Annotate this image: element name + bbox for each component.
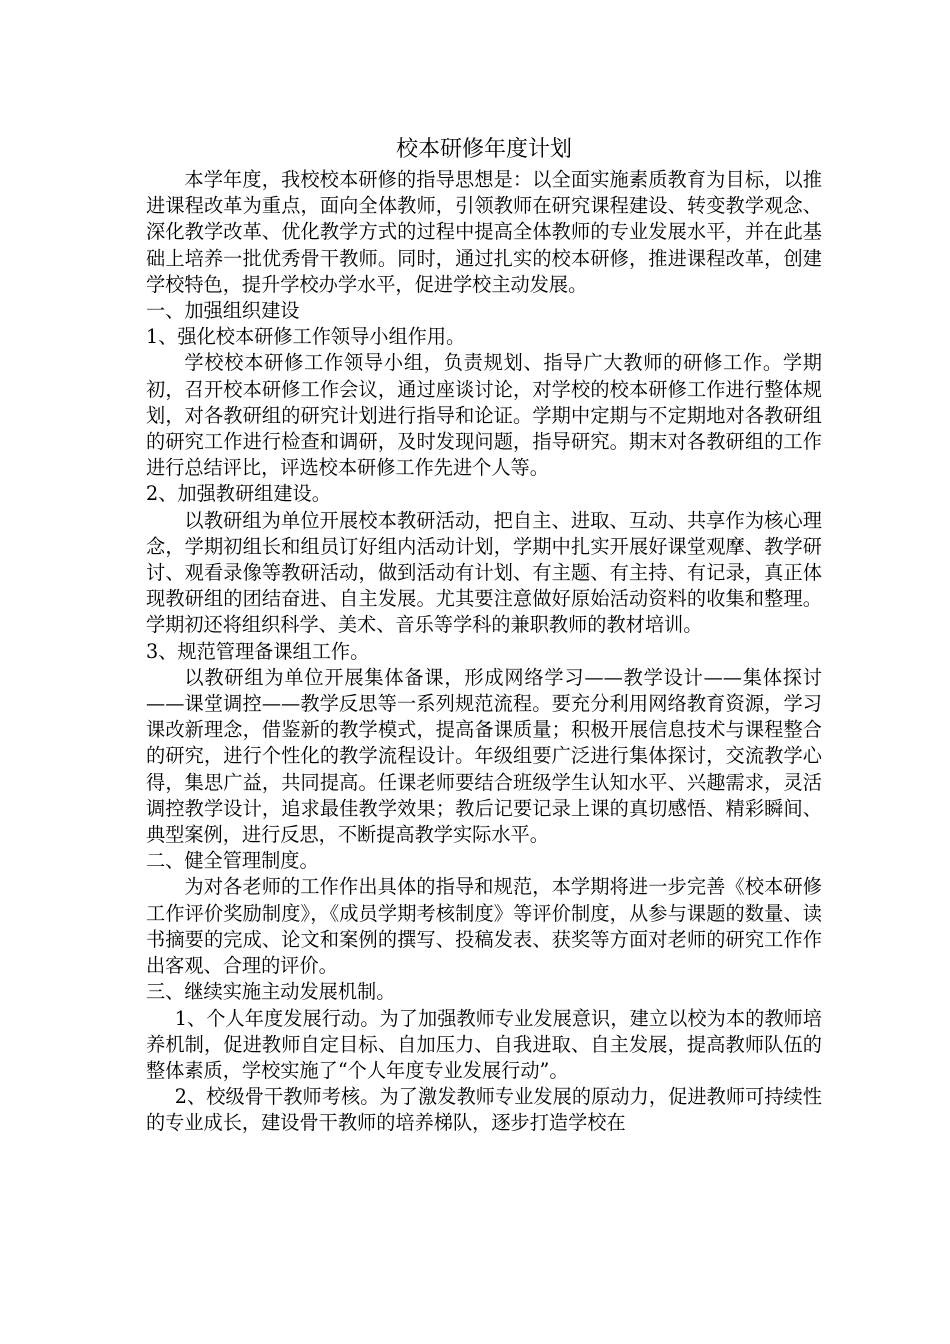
subsection-heading-1-3: 3、规范管理备课组工作。 xyxy=(146,639,370,663)
document-title: 校本研修年度计划 xyxy=(395,137,572,162)
subsection-heading-1-2: 2、加强教研组建设。 xyxy=(146,482,331,506)
paragraph-1-2: 以教研组为单位开展校本教研活动，把自主、进取、互动、共享作为核心理念，学期初组长和组员订好组内活动计划，学期中扎实开展好课堂观摩、教学研讨、观看录像等教研活动，做到活动有计划、有主题、有主持、有记录，真正体现教研组的团结奋进、自主发展。尤其要注意做好原始活动资料的收集和整理。学期初还将组织科学、美术、音乐等学科的兼职教师的教材培训。 xyxy=(146,508,822,637)
paragraph-1-1: 学校校本研修工作领导小组，负责规划、指导广大教师的研修工作。学期初，召开校本研修工作会议，通过座谈讨论，对学校的校本研修工作进行整体规划，对各教研组的研究计划进行指导和论证。学期中定期与不定期地对各教研组的研究工作进行检查和调研，及时发现问题，指导研究。期末对各教研组的工作进行总结评比，评选校本研修工作先进个人等。 xyxy=(146,351,822,480)
section-heading-3: 三、继续实施主动发展机制。 xyxy=(146,980,396,1004)
section-heading-1: 一、加强组织建设 xyxy=(146,299,300,323)
paragraph-1-3: 以教研组为单位开展集体备课，形成网络学习——教学设计——集体探讨——课堂调控——教学反思等一系列规范流程。要充分利用网络教育资源，学习课改新理念，借鉴新的教学模式，提高备课质量；积极开展信息技术与课程整合的研究，进行个性化的教学流程设计。年级组要广泛进行集体探讨，交流教学心得，集思广益，共同提高。任课老师要结合班级学生认知水平、兴趣需求，灵活调控教学设计，追求最佳教学效果；教后记要记录上课的真切感悟、精彩瞬间、典型案例，进行反思，不断提高教学实际水平。 xyxy=(146,665,822,847)
paragraph-3-1: 1、个人年度发展行动。为了加强教师专业发展意识，建立以校为本的教师培养机制，促进教师自定目标、自加压力、自我进取、自主发展，提高教师队伍的整体素质，学校实施了“个人年度专业发展行动”。 xyxy=(146,1006,822,1082)
paragraph-3-2: 2、校级骨干教师考核。为了激发教师专业发展的原动力，促进教师可持续性的专业成长，建设骨干教师的培养梯队，逐步打造学校在 xyxy=(146,1085,822,1135)
section-heading-2: 二、健全管理制度。 xyxy=(146,849,319,873)
document-page xyxy=(146,133,822,1137)
paragraph-2: 为对各老师的工作作出具体的指导和规范，本学期将进一步完善《校本研修工作评价奖励制度》，《成员学期考核制度》等评价制度，从参与课题的数量、读书摘要的完成、论文和案例的撰写、投稿发表、获奖等方面对老师的研究工作作出客观、合理的评价。 xyxy=(146,875,822,978)
intro-paragraph: 本学年度，我校校本研修的指导思想是：以全面实施素质教育为目标，以推进课程改革为重点，面向全体教师，引领教师在研究课程建设、转变教学观念、深化教学改革、优化教学方式的过程中提高全体教师的专业发展水平，并在此基础上培养一批优秀骨干教师。同时，通过扎实的校本研修，推进课程改革，创建学校特色，提升学校办学水平，促进学校主动发展。 xyxy=(146,168,822,296)
subsection-heading-1-1: 1、强化校本研修工作领导小组作用。 xyxy=(146,325,466,349)
